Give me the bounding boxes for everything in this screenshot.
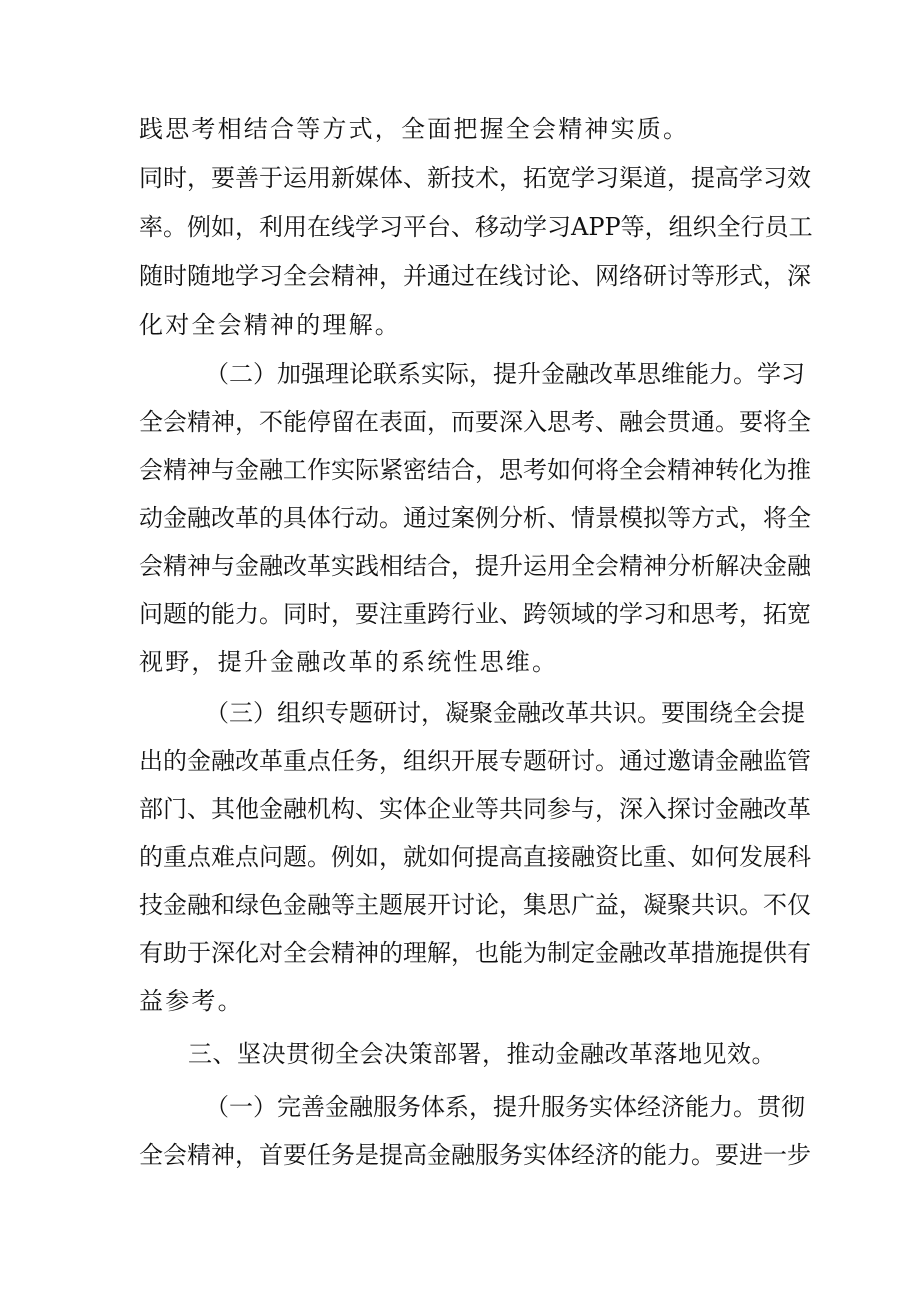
section-heading-line: （三）组织专题研讨，凝聚金融改革共识。要围绕全会提 <box>205 699 805 727</box>
paragraph-line: 全会精神，不能停留在表面，而要深入思考、融会贯通。要将全 <box>139 408 811 436</box>
section-heading-line: （一）完善金融服务体系，提升服务实体经济能力。贯彻 <box>205 1093 805 1121</box>
paragraph-line: 化对全会精神的理解。 <box>139 311 401 339</box>
section-heading-line: （二）加强理论联系实际，提升金融改革思维能力。学习 <box>205 360 805 388</box>
paragraph-line: 践思考相结合等方式，全面把握全会精神实质。 <box>139 115 690 143</box>
paragraph-line: 部门、其他金融机构、实体企业等共同参与，深入探讨金融改革 <box>139 795 811 823</box>
paragraph-line: 会精神与金融工作实际紧密结合，思考如何将全会精神转化为推 <box>139 456 811 484</box>
paragraph-line: 会精神与金融改革实践相结合，提升运用全会精神分析解决金融 <box>139 552 811 580</box>
paragraph-line: 视野，提升金融改革的系统性思维。 <box>139 648 559 676</box>
paragraph-line: 有助于深化对全会精神的理解，也能为制定金融改革措施提供有 <box>139 939 811 967</box>
paragraph-line: 益参考。 <box>139 987 244 1015</box>
paragraph-line: 全会精神，首要任务是提高金融服务实体经济的能力。要进一步 <box>139 1141 811 1169</box>
paragraph-line: 技金融和绿色金融等主题展开讨论，集思广益，凝聚共识。不仅 <box>139 891 811 919</box>
paragraph-line: 随时随地学习全会精神，并通过在线讨论、网络研讨等形式，深 <box>139 262 811 290</box>
paragraph-line: 的重点难点问题。例如，就如何提高直接融资比重、如何发展科 <box>139 843 811 871</box>
paragraph-line: 率。例如，利用在线学习平台、移动学习APP等，组织全行员工 <box>139 213 813 241</box>
paragraph-line: 动金融改革的具体行动。通过案例分析、情景模拟等方式，将全 <box>139 504 811 532</box>
paragraph-line: 出的金融改革重点任务，组织开展专题研讨。通过邀请金融监管 <box>139 747 811 775</box>
paragraph-line: 问题的能力。同时，要注重跨行业、跨领域的学习和思考，拓宽 <box>139 600 811 628</box>
paragraph-line: 同时，要善于运用新媒体、新技术，拓宽学习渠道，提高学习效 <box>139 164 811 192</box>
chapter-heading: 三、坚决贯彻全会决策部署，推动金融改革落地见效。 <box>188 1040 776 1068</box>
